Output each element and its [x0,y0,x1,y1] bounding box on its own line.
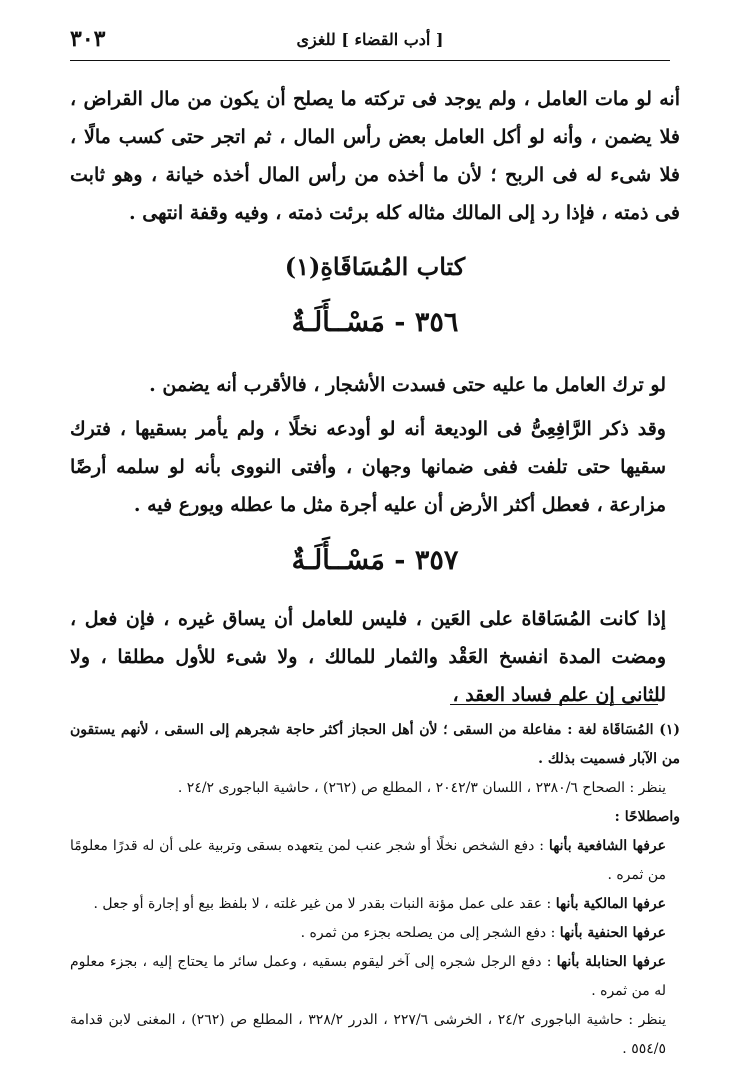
main-text [70,80,680,232]
page-header [70,20,670,61]
paragraph-356-a: لو ترك العامل ما عليه حتى فسدت الأشجار ، فالأقرب أنه يضمن . [149,374,666,396]
shafii-text: : دفع الشخص نخلًا أو شجر عنب لمن يتعهده بسقى وتربية على أن له قدرًا معلومًا من ثمره . [70,838,666,883]
issue-357-heading: ٣٥٧ - مَسْــأَلَـةٌ [291,545,459,576]
issue-356-heading-block [70,304,680,342]
paragraph-357: إذا كانت المُسَاقاة على العَين ، فليس للعامل أن يساق غيره ، فإن فعل ، ومضت المدة انفسخ العَقْد والثمار للمالك ، ولا شىء للأول مطلقا ، ولا للثانى إن علم فساد العقد ، [70,608,666,706]
footnote-hanbali [70,948,680,1006]
page-number: ٣٠٣ [70,26,106,52]
footnote-maliki [70,890,680,919]
maliki-label: عرفها المالكية بأنها [555,896,666,912]
footnote-refs-1: ينظر : الصحاح ٢٣٨٠/٦ ، اللسان ٢٠٤٢/٣ ، المطلع ص (٢٦٢) ، حاشية الباجورى ٢٤/٢ . [177,780,666,796]
issue-357-body [70,600,680,714]
maliki-text: : عقد على عمل مؤنة النبات بقدر لا من غير غلته ، لا بلفظ بيع أو إجارة أو جعل . [93,896,556,912]
paragraph-356-b: وقد ذكر الرَّافِعِىُّ فى الوديعة أنه لو أودعه نخلًا ، ولم يأمر بسقيها ، فترك سقيها حتى تلفت ففى ضمانها وجهان ، وأفتى النووى بأنه لو سلمه أرضًا مزارعة ، فعطل أكثر الأرض أن عليه أجرة مثل ما عطله ويورع فيه . [70,418,666,516]
paragraph-continuation: أنه لو مات العامل ، ولم يوجد فى تركته ما يصلح أن يكون من مال القراض ، فلا يضمن ، وأنه لو أكل العامل بعض رأس المال ، ثم اتجر حتى كسب مالًا ، فلا شىء له فى الربح ؛ لأن ما أخذه من رأس المال أخذه خيانة ، وهو ثابت فى ذمته ، فإذا رد إلى المالك مثاله كله برئت ذمته ، وفيه وقفة انتهى . [70,88,680,224]
issue-356-heading: ٣٥٦ - مَسْــأَلَـةٌ [291,307,459,338]
hanbali-text: : دفع الرجل شجره إلى آخر ليقوم بسقيه ، وعمل سائر ما يحتاج إليه ، بجزء معلوم له من ثمره . [70,954,666,999]
hanafi-text: : دفع الشجر إلى من يصلحه بجزء من ثمره . [300,925,560,941]
issue-357-heading-block [70,542,680,580]
running-title: [ أدب القضاء ] للغزى [296,30,444,49]
footnote-istilah: واصطلاحًا : [614,809,680,825]
chapter-title: كتاب المُسَاقَاةِ(١) [284,252,466,281]
chapter-heading-block [70,248,680,286]
shafii-label: عرفها الشافعية بأنها [548,838,666,854]
hanbali-label: عرفها الحنابلة بأنها [556,954,666,970]
footnote-separator [450,704,658,705]
footnote-hanafi [70,919,680,948]
issue-356-body [70,366,680,524]
hanafi-label: عرفها الحنفية بأنها [559,925,666,941]
footnotes [70,716,680,1064]
footnote-refs-2: ينظر : حاشية الباجورى ٢٤/٢ ، الخرشى ٢٢٧/٦ ، الدرر ٣٢٨/٢ ، المطلع ص (٢٦٢) ، المغنى لابن قدامة ٥٥٤/٥ . [70,1012,667,1057]
footnote-1: (١) المُسَاقَاة لغة : مفاعلة من السقى ؛ لأن أهل الحجاز أكثر حاجة شجرهم إلى السقى ، لأنهم يستقون من الآبار فسميت بذلك . [70,722,680,767]
footnote-shafii [70,832,680,890]
